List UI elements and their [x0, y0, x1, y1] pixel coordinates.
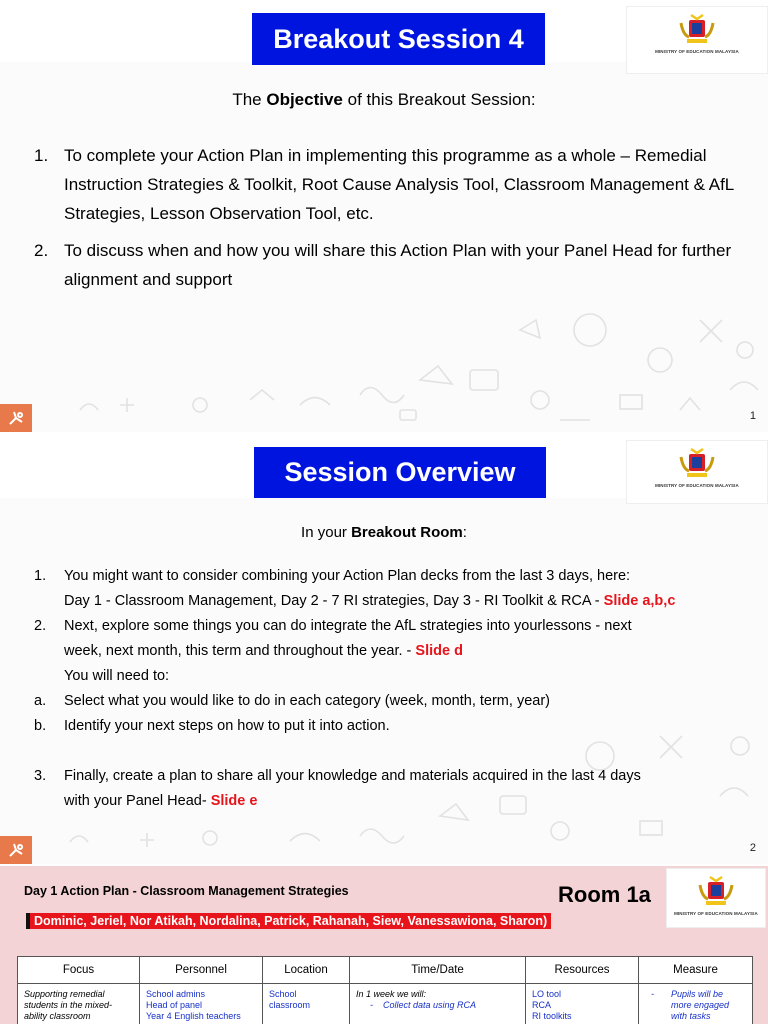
- ministry-logo: [626, 440, 768, 504]
- list-item: [34, 564, 764, 614]
- action-plan-title: Day 1 Action Plan - Classroom Management Strategies: [24, 884, 349, 898]
- sub-label: b.: [34, 718, 47, 734]
- table-row: [18, 984, 753, 1024]
- list-item: [34, 764, 764, 814]
- resources-cell: LO tool RCA RI toolkits: [526, 984, 639, 1024]
- list-number: 1.: [34, 146, 49, 165]
- group-names: Dominic, Jeriel, Nor Atikah, Nordalina, Patrick, Rahanah, Siew, Vanessawiona, Sharon): [26, 913, 551, 929]
- ministry-logo: [626, 6, 768, 74]
- slide-1: [0, 0, 768, 432]
- page-number: 1: [749, 410, 756, 422]
- crest-icon: [696, 875, 736, 909]
- list-text: You might want to consider combining your Action Plan decks from the last 3 days, here: Day 1 - Classroom Management, Day 2 - 7 RI strategies, Day 3 - RI Toolkit & RCA - Slide a,b,c: [64, 568, 676, 609]
- list-number: 3.: [34, 768, 47, 784]
- list-text: To discuss when and how you will share this Action Plan with your Panel Head for further alignment and support: [64, 241, 732, 289]
- sub-item: [34, 689, 764, 714]
- column-header: Personnel: [140, 957, 263, 984]
- slide-reference: Slide e: [210, 793, 258, 809]
- sub-text: Select what you would like to do in each category (week, month, term, year): [64, 693, 550, 709]
- overview-list: [34, 564, 764, 814]
- table-header-row: [18, 957, 753, 984]
- crest-icon: [677, 447, 717, 481]
- column-header: Location: [263, 957, 350, 984]
- personnel-cell: School admins Head of panel Year 4 English teachers: [140, 984, 263, 1024]
- focus-cell: Supporting remedial students in the mixed-ability classroom: [18, 984, 140, 1024]
- runner-logo-icon: [0, 404, 32, 432]
- list-number: 1.: [34, 568, 47, 584]
- slide-2: [0, 436, 768, 864]
- slide-title: Breakout Session 4: [252, 13, 545, 65]
- slide-title: Session Overview: [254, 447, 546, 498]
- ministry-text: MINISTRY OF EDUCATION MALAYSIA: [655, 483, 739, 488]
- crest-icon: [677, 13, 717, 47]
- time-cell: In 1 week we will: - Collect data using RCA: [350, 984, 526, 1024]
- list-number: 2.: [34, 241, 49, 260]
- list-item: [34, 236, 746, 294]
- ministry-text: MINISTRY OF EDUCATION MALAYSIA: [674, 911, 758, 916]
- runner-logo-icon: [0, 836, 32, 864]
- sub-item: [34, 714, 764, 739]
- sub-label: a.: [34, 693, 47, 709]
- ministry-text: MINISTRY OF EDUCATION MALAYSIA: [655, 49, 739, 54]
- action-plan-table: [17, 956, 753, 1024]
- page-number: 2: [749, 842, 756, 854]
- list-text: Next, explore some things you can do integrate the AfL strategies into yourlessons - next week, next month, this term and throughout the year. - Slide d You will need to:: [64, 618, 632, 684]
- list-text: To complete your Action Plan in implementing this programme as a whole – Remedial Instruction Strategies & Toolkit, Root Cause Analysis Tool, Classroom Management & AfL Strategies, Lesson Observation Tool, etc.: [64, 146, 734, 223]
- measure-cell: - Pupils will be more engaged with tasks: [639, 984, 753, 1024]
- list-item: [34, 614, 764, 689]
- intro-heading: In your Breakout Room:: [301, 524, 467, 541]
- column-header: Resources: [526, 957, 639, 984]
- location-cell: School classroom: [263, 984, 350, 1024]
- slide-3: [0, 866, 768, 1024]
- room-label: Room 1a: [558, 882, 651, 907]
- column-header: Measure: [639, 957, 753, 984]
- slide-reference: Slide a,b,c: [603, 593, 676, 609]
- list-text: Finally, create a plan to share all your knowledge and materials acquired in the last 4 days with your Panel Head- Slide e: [64, 768, 641, 809]
- list-item: [34, 141, 746, 228]
- objective-list: [34, 141, 746, 302]
- slide-reference: Slide d: [415, 643, 463, 659]
- sub-text: Identify your next steps on how to put it into action.: [64, 718, 390, 734]
- column-header: Time/Date: [350, 957, 526, 984]
- objective-heading: The Objective of this Breakout Session:: [232, 90, 536, 109]
- ministry-logo: [666, 868, 766, 928]
- column-header: Focus: [18, 957, 140, 984]
- list-number: 2.: [34, 618, 47, 634]
